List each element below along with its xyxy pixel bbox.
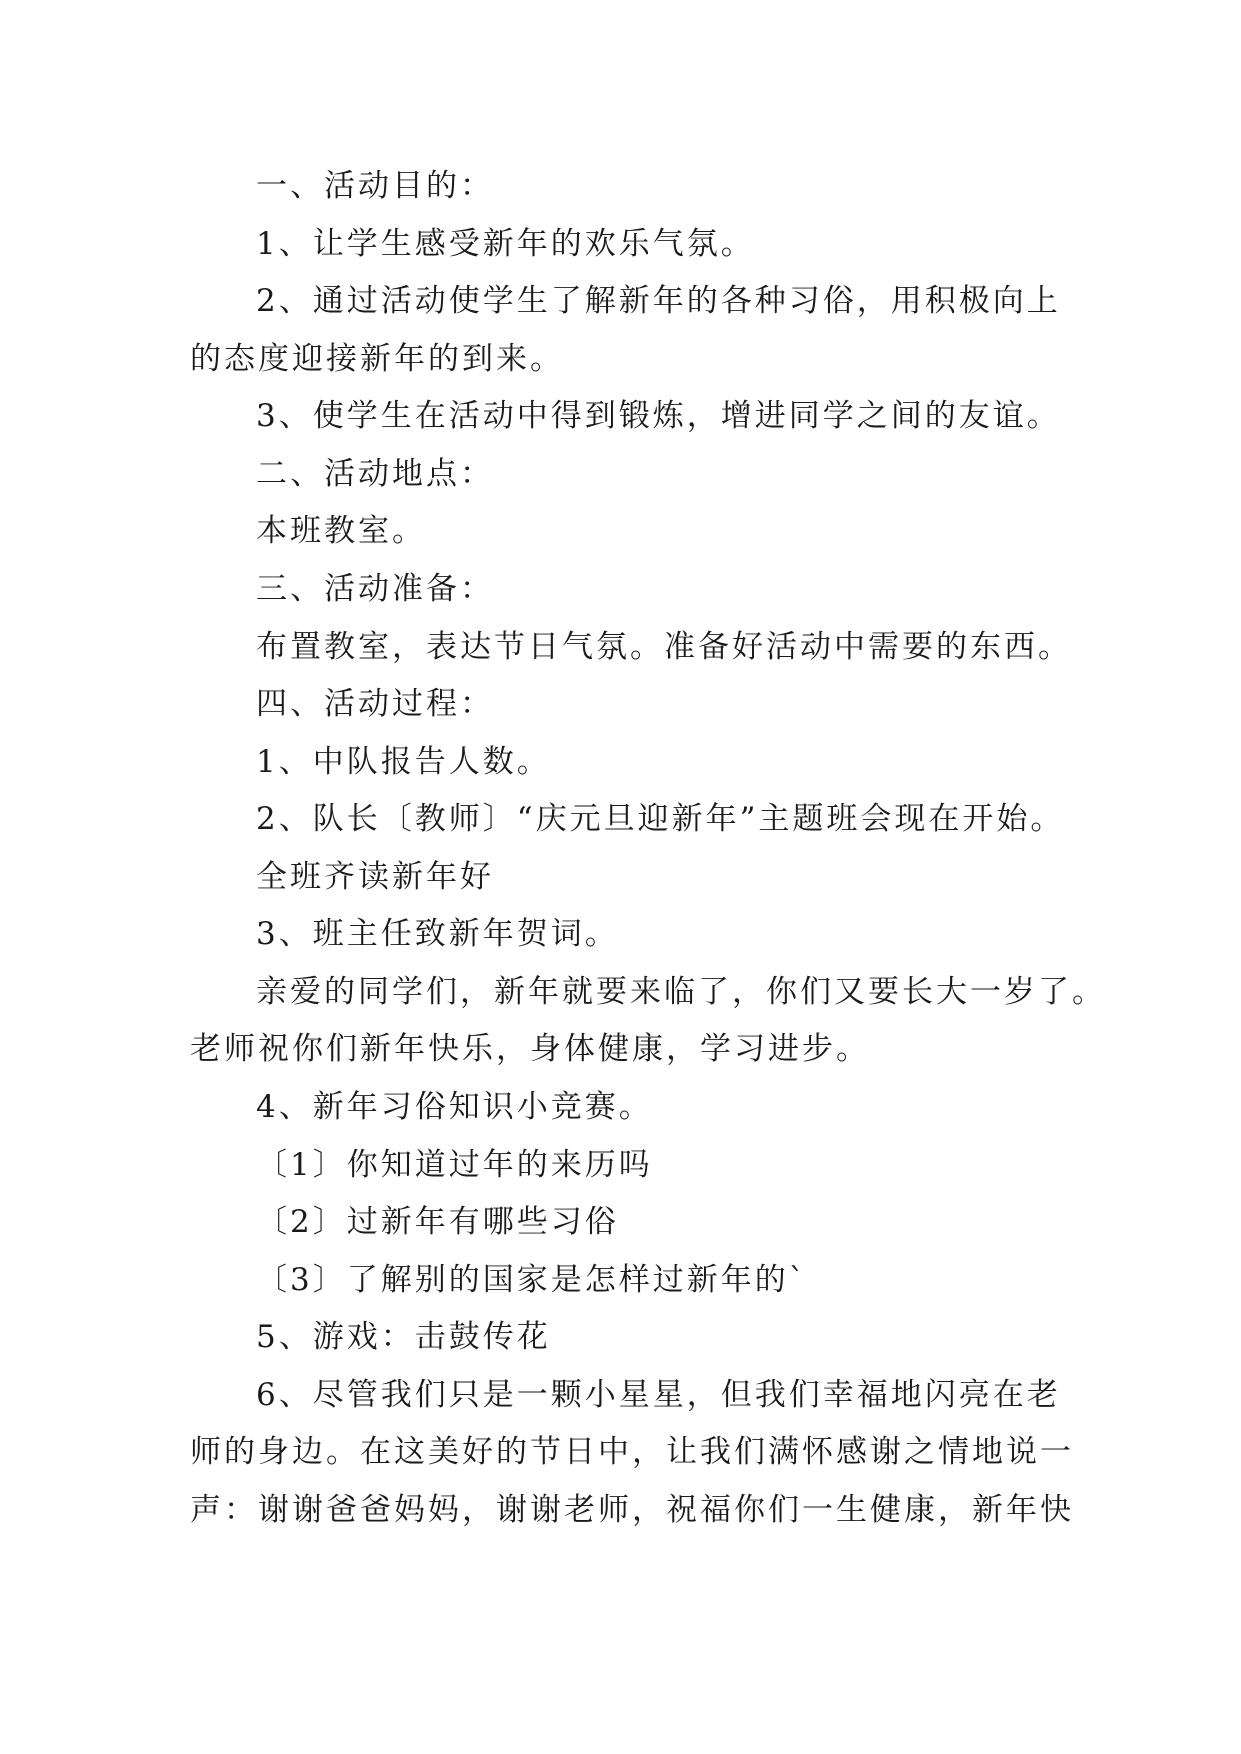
list-item: 〔1〕你知道过年的来历吗 (256, 1147, 653, 1183)
paragraph-line: 本班教室。 (256, 513, 426, 549)
paragraph-line: 师的身边。在这美好的节日中，让我们满怀感谢之情地说一 (190, 1434, 1074, 1470)
paragraph-line: 3、使学生在活动中得到锻炼，增进同学之间的友谊。 (256, 398, 1061, 434)
paragraph-line: 5、游戏：击鼓传花 (256, 1319, 551, 1355)
heading-activity-purpose: 一、活动目的： (256, 168, 494, 204)
paragraph-line: 1、让学生感受新年的欢乐气氛。 (256, 226, 755, 262)
paragraph-line: 2、队长〔教师〕“庆元旦迎新年”主题班会现在开始。 (256, 801, 1065, 837)
paragraph-line: 声：谢谢爸爸妈妈，谢谢老师，祝福你们一生健康，新年快 (190, 1492, 1074, 1528)
paragraph-line: 全班齐读新年好 (256, 859, 494, 895)
paragraph-line: 6、尽管我们只是一颗小星星，但我们幸福地闪亮在老 (256, 1377, 1061, 1413)
paragraph-line: 2、通过活动使学生了解新年的各种习俗，用积极向上 (256, 283, 1061, 319)
paragraph-line: 4、新年习俗知识小竞赛。 (256, 1089, 653, 1125)
heading-activity-location: 二、活动地点： (256, 456, 494, 492)
paragraph-line: 亲爱的同学们，新年就要来临了，你们又要长大一岁了。 (256, 974, 1106, 1010)
paragraph-line: 1、中队报告人数。 (256, 744, 551, 780)
list-item: 〔3〕了解别的国家是怎样过新年的` (256, 1262, 808, 1298)
paragraph-line: 布置教室，表达节日气氛。准备好活动中需要的东西。 (256, 629, 1072, 665)
paragraph-line: 老师祝你们新年快乐，身体健康，学习进步。 (190, 1031, 870, 1067)
heading-activity-process: 四、活动过程： (256, 686, 494, 722)
list-item: 〔2〕过新年有哪些习俗 (256, 1204, 619, 1240)
heading-activity-preparation: 三、活动准备： (256, 571, 494, 607)
paragraph-line: 3、班主任致新年贺词。 (256, 916, 619, 952)
paragraph-line: 的态度迎接新年的到来。 (190, 341, 564, 377)
